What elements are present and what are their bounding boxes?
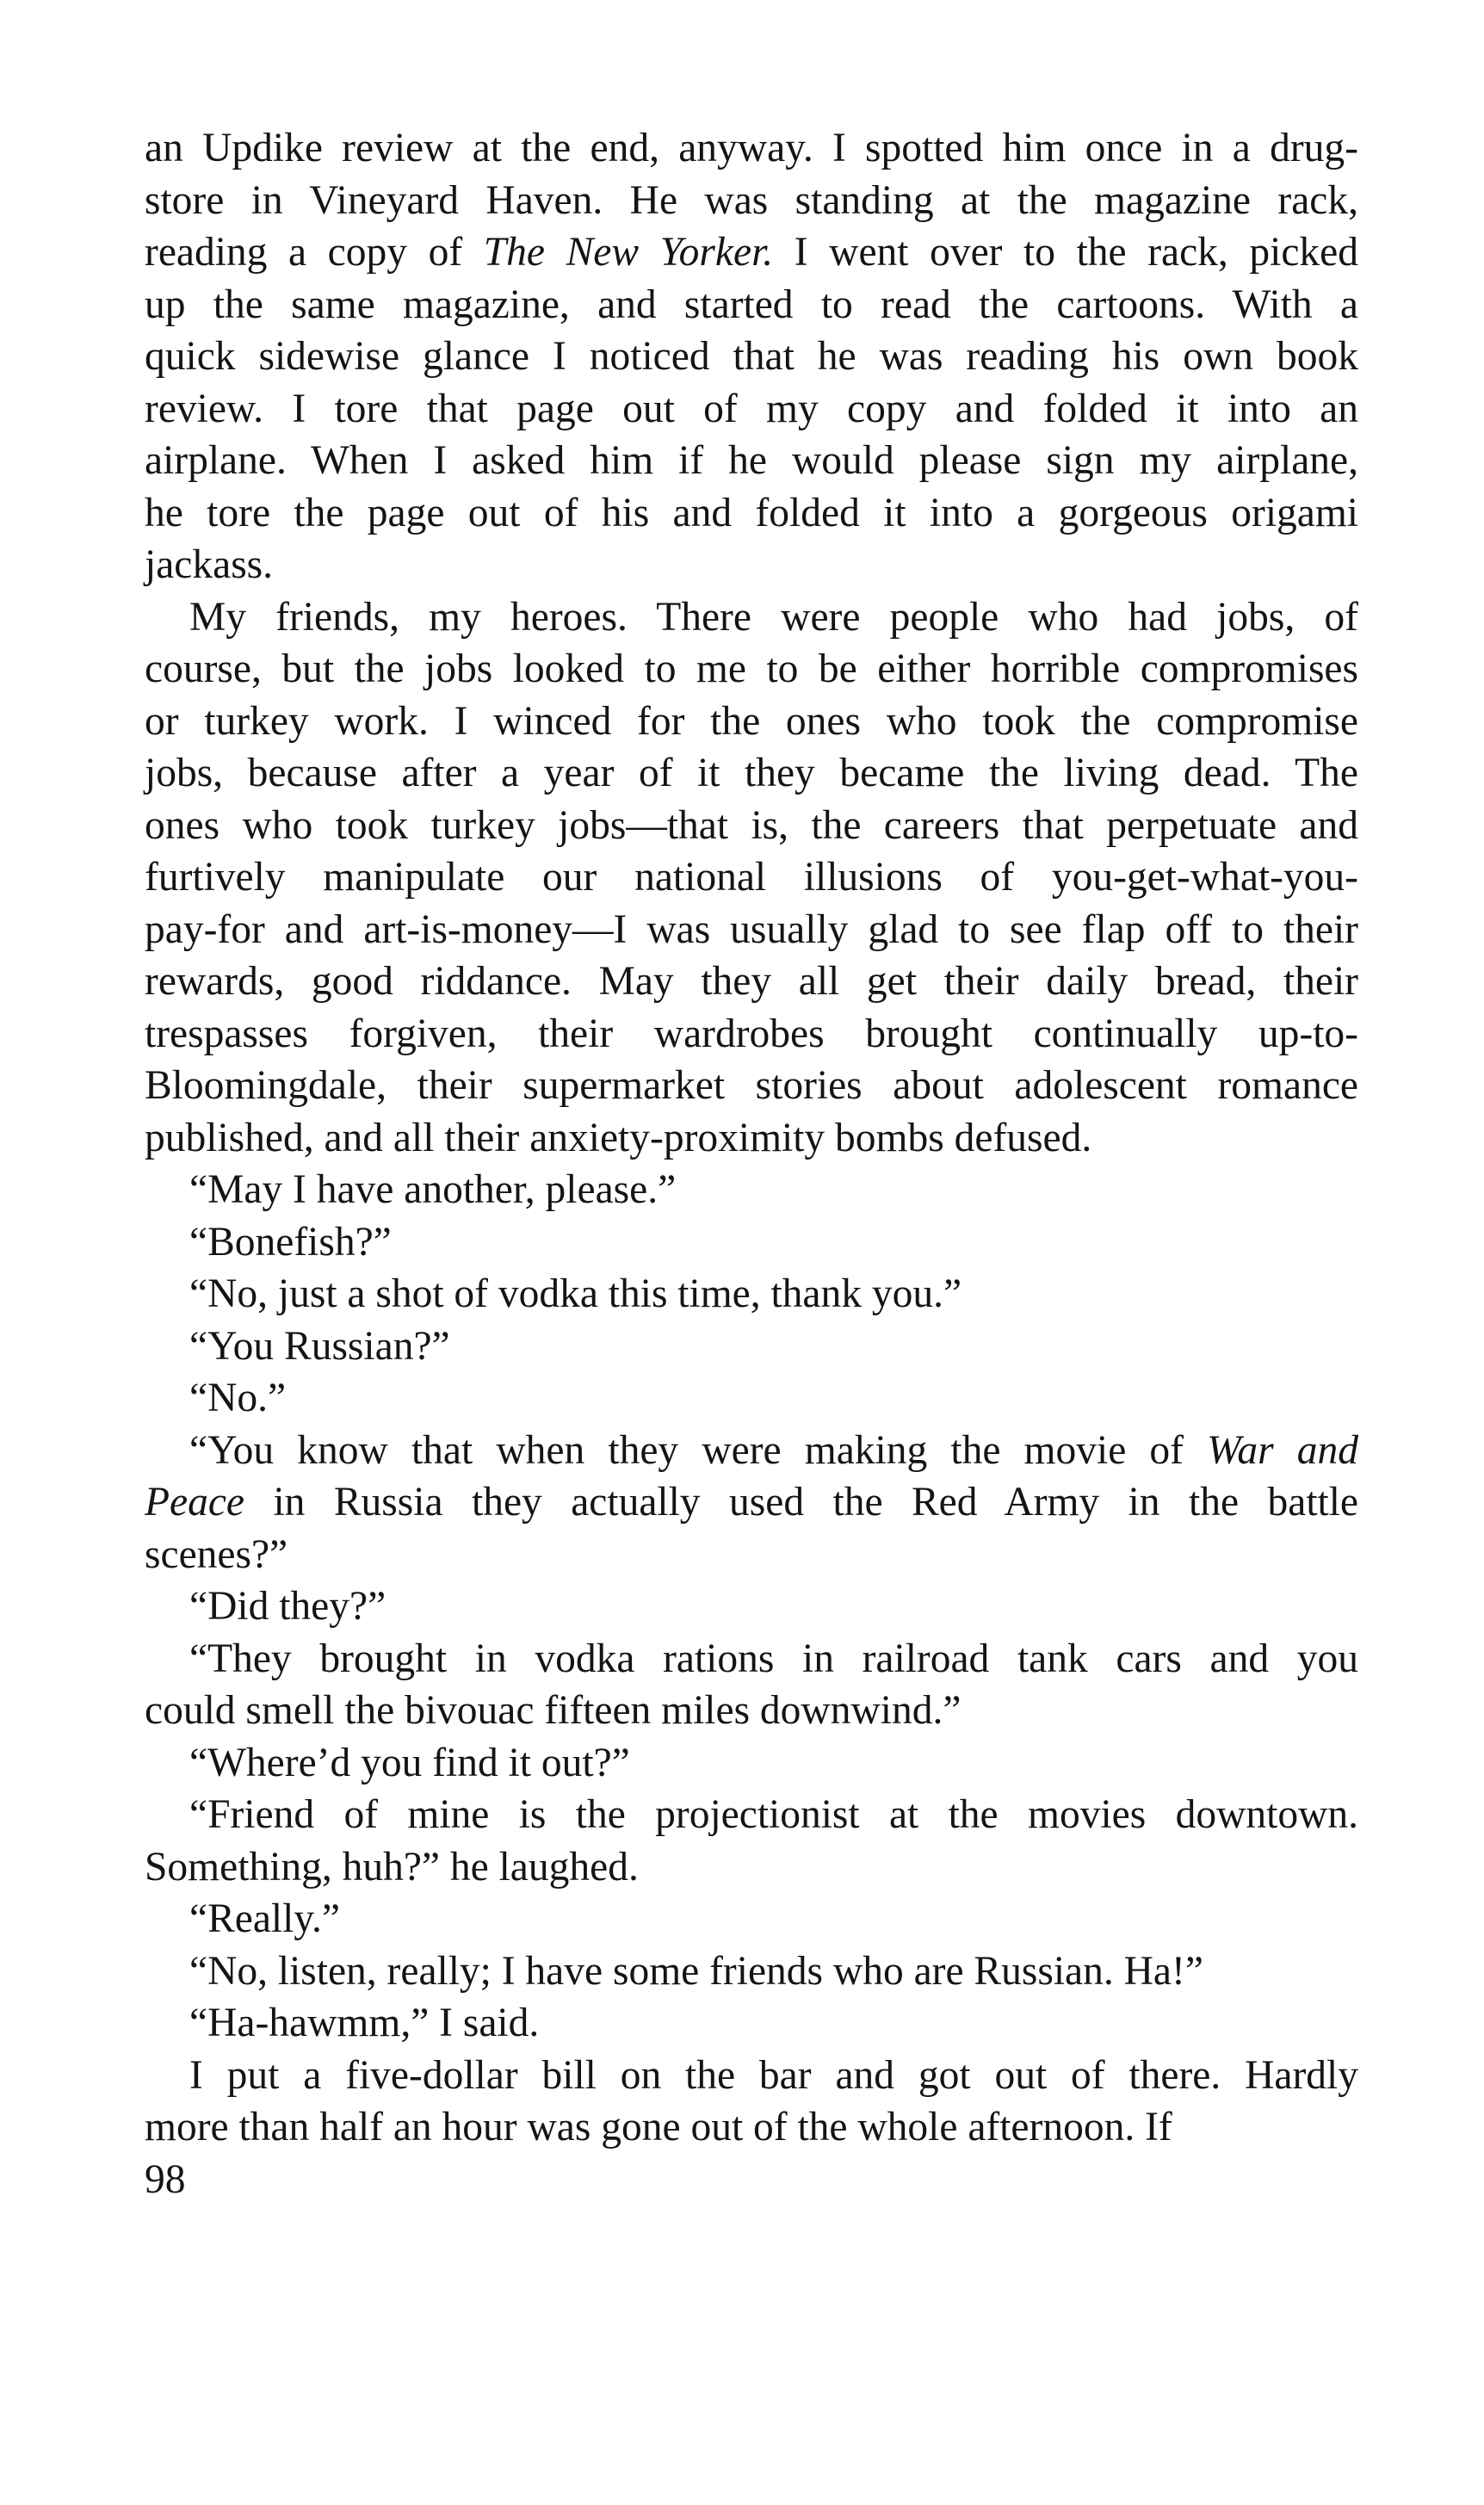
text-line xyxy=(145,1476,1358,1529)
text-run: “Did they?” xyxy=(189,1584,386,1629)
text-run: I put a five-dollar bill on the bar and got out of there. Hardly xyxy=(189,2052,1358,2098)
text-run: scenes?” xyxy=(145,1531,288,1577)
paragraph xyxy=(145,1321,1358,1373)
text-line xyxy=(145,643,1358,696)
text-line xyxy=(145,1008,1358,1061)
text-line xyxy=(145,2101,1358,2154)
text-line xyxy=(145,1216,1358,1269)
paragraph xyxy=(145,1945,1358,1998)
text-run: quick sidewise glance I noticed that he was reading his own book xyxy=(145,334,1358,379)
text-run: “Bonefish?” xyxy=(189,1219,392,1265)
text-run: in Russia they actually used the Red Army in the battle xyxy=(244,1480,1358,1525)
text-line xyxy=(145,1841,1358,1894)
text-line xyxy=(145,1997,1358,2050)
text-line xyxy=(145,383,1358,436)
text-run: more than half an hour was gone out of the whole afternoon. If xyxy=(145,2105,1172,2149)
text-line xyxy=(145,539,1358,591)
text-line xyxy=(145,122,1358,175)
paragraph xyxy=(145,1893,1358,1945)
text-run: published, and all their anxiety-proximity bombs defused. xyxy=(145,1115,1092,1160)
text-run: trespasses forgiven, their wardrobes brought continually up-to- xyxy=(145,1011,1358,1056)
text-run: I went over to the rack, picked xyxy=(773,230,1359,275)
text-run: “No, just a shot of vodka this time, thank you.” xyxy=(189,1271,962,1316)
text-run: airplane. When I asked him if he would please sign my airplane, xyxy=(145,438,1358,483)
text-line xyxy=(145,747,1358,800)
text-run: ones who took turkey jobs—that is, the careers that perpetuate and xyxy=(145,802,1358,848)
paragraph xyxy=(145,1997,1358,2050)
text-line xyxy=(145,800,1358,852)
text-run: review. I tore that page out of my copy and folded it into an xyxy=(145,386,1358,431)
text-run: “No, listen, really; I have some friends who are Russian. Ha!” xyxy=(189,1948,1203,1994)
italic-title: Peace xyxy=(145,1480,245,1525)
text-line xyxy=(145,1633,1358,1685)
paragraph xyxy=(145,1580,1358,1633)
text-line xyxy=(145,1112,1358,1165)
text-line xyxy=(145,1685,1358,1737)
text-run: course, but the jobs looked to me to be either horrible compromises xyxy=(145,646,1358,691)
text-run: “You Russian?” xyxy=(189,1323,450,1369)
paragraph xyxy=(145,1425,1358,1581)
text-run: could smell the bivouac fifteen miles downwind.” xyxy=(145,1688,962,1733)
paragraph xyxy=(145,1789,1358,1893)
paragraph xyxy=(145,1216,1358,1269)
text-run: “No.” xyxy=(189,1376,287,1420)
paragraph xyxy=(145,2050,1358,2154)
italic-title: War and xyxy=(1207,1427,1358,1473)
text-line xyxy=(145,1893,1358,1945)
page-body xyxy=(145,122,1358,2154)
text-run: “You know that when they were making the movie of xyxy=(189,1427,1208,1473)
text-line xyxy=(145,2050,1358,2102)
text-run: an Updike review at the end, anyway. I spotted him once in a drug- xyxy=(145,126,1358,170)
text-line xyxy=(145,696,1358,748)
text-line xyxy=(145,1580,1358,1633)
text-run: “Really.” xyxy=(189,1896,340,1941)
text-line xyxy=(145,1945,1358,1998)
text-run: reading a copy of xyxy=(145,230,484,275)
text-line xyxy=(145,956,1358,1008)
text-line xyxy=(145,435,1358,487)
text-line xyxy=(145,331,1358,383)
text-run: store in Vineyard Haven. He was standing at the magazine rack, xyxy=(145,177,1358,223)
text-line xyxy=(145,279,1358,331)
text-line xyxy=(145,487,1358,540)
italic-title: The New Yorker. xyxy=(483,230,774,275)
text-run: Bloomingdale, their supermarket stories about adolescent romance xyxy=(145,1063,1358,1108)
text-line xyxy=(145,1372,1358,1425)
text-run: “Friend of mine is the projectionist at the movies downtown. xyxy=(189,1792,1358,1837)
text-line xyxy=(145,1529,1358,1581)
text-run: “Ha-hawmm,” I said. xyxy=(189,2001,540,2045)
paragraph xyxy=(145,1268,1358,1321)
paragraph xyxy=(145,1633,1358,1737)
text-run: jackass. xyxy=(145,542,274,587)
paragraph xyxy=(145,591,1358,1165)
text-run: “They brought in vodka rations in railroad tank cars and you xyxy=(189,1636,1358,1681)
paragraph xyxy=(145,1164,1358,1216)
text-run: up the same magazine, and started to read the cartoons. With a xyxy=(145,281,1358,327)
text-line xyxy=(145,1425,1358,1477)
text-run: Something, huh?” he laughed. xyxy=(145,1844,639,1890)
page-number: 98 xyxy=(145,2157,186,2202)
text-run: or turkey work. I winced for the ones who took the compromise xyxy=(145,698,1358,744)
text-run: rewards, good riddance. May they all get their daily bread, their xyxy=(145,959,1358,1004)
paragraph xyxy=(145,1372,1358,1425)
text-run: My friends, my heroes. There were people who had jobs, of xyxy=(189,594,1358,640)
text-run: pay-for and art-is-money—I was usually glad to see flap off to their xyxy=(145,906,1358,952)
text-line xyxy=(145,1268,1358,1321)
paragraph xyxy=(145,122,1358,591)
text-run: “Where’d you find it out?” xyxy=(189,1740,630,1785)
text-run: furtively manipulate our national illusions of you-get-what-you- xyxy=(145,855,1358,900)
paragraph xyxy=(145,1737,1358,1790)
text-line xyxy=(145,851,1358,904)
text-line xyxy=(145,175,1358,227)
text-run: “May I have another, please.” xyxy=(189,1167,677,1212)
text-line xyxy=(145,1164,1358,1216)
text-line xyxy=(145,226,1358,279)
text-line xyxy=(145,1789,1358,1841)
text-line xyxy=(145,1060,1358,1112)
text-line xyxy=(145,591,1358,644)
text-line xyxy=(145,904,1358,956)
text-line xyxy=(145,1737,1358,1790)
text-run: jobs, because after a year of it they became the living dead. The xyxy=(145,751,1358,795)
text-run: he tore the page out of his and folded it into a gorgeous origami xyxy=(145,490,1358,535)
text-line xyxy=(145,1321,1358,1373)
